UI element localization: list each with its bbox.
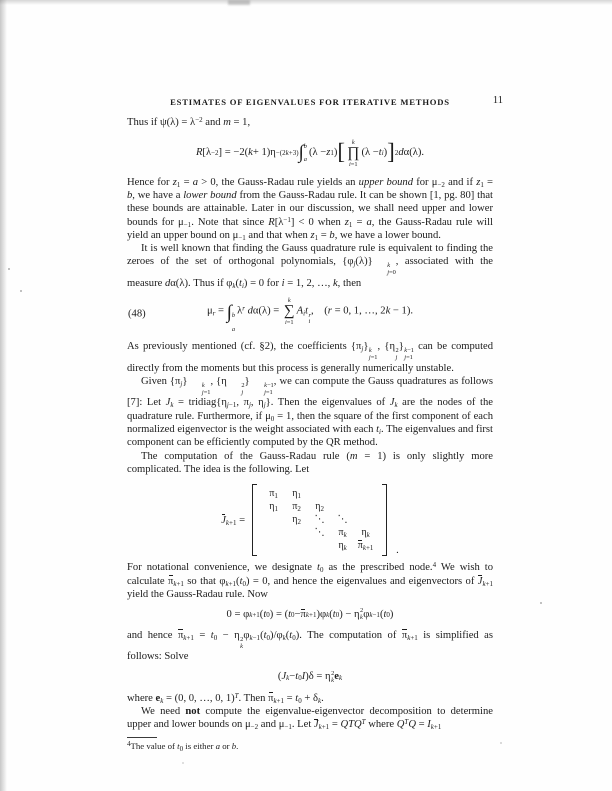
matrix-cell: $\pi_2$: [292, 501, 301, 513]
running-header: [127, 95, 503, 107]
equation-48-number: (48): [128, 308, 146, 320]
matrix-right-bracket: [382, 484, 387, 556]
matrix-cell: $\eta_2$: [315, 501, 324, 513]
matrix-cell: [288, 527, 305, 539]
matrix-cell: $\eta_k$: [338, 540, 347, 552]
scan-speck: [182, 762, 184, 764]
matrix-period: .: [396, 545, 399, 557]
matrix-cell: $\eta_1$: [292, 488, 301, 500]
footnote-rule: [127, 737, 157, 738]
footnote-text: $^4$The value of $t_0$ is either a or b.: [127, 740, 239, 754]
matrix-cell: $\eta_2$: [292, 514, 301, 526]
equation-display-residual: R [λ −2 ] = −2( k + 1)η −(2k+3) ∫ b a (λ − z 1 ) [ k ∏ i=1 (λ − t i ) ] 2 d α(λ).: [195, 139, 425, 168]
paragraph-notational: For notational convenience, we designate $t_0$ as the prescribed node.$^4$ We wish to calculate $\pi_{k+1}$ so that $\varphi_{k+1}(t_0) = 0$, and hence the eigenvalues and eigenvectors of $J_{k+1}$ yield the Gauss-Radau rule. Now: [127, 561, 493, 600]
paragraph-coefficients: As previously mentioned (cf. §2), the coefficients $\{\pi_j\}$ k j=1 , {η 2 j } k−1 j=1 can be computed directly from the moments but this process is generally numerically unstable.: [127, 341, 494, 374]
scan-edge-shadow-top: [0, 0, 612, 5]
matrix-cell: [265, 527, 282, 539]
matrix-cell: [311, 488, 328, 500]
scan-speck: [8, 268, 10, 270]
matrix-cell: ⋱: [314, 514, 325, 526]
scan-speck: [20, 290, 22, 292]
page-content: [127, 95, 503, 754]
matrix-cell: [357, 488, 374, 500]
matrix-cell: $\eta_k$: [361, 527, 370, 539]
paragraph-where: where $e_k = (0$, 0, …, 0, 1)$^T$. Then $\pi_{k+1} = t_0 + \delta_k$.: [127, 691, 324, 705]
paragraph-gauss-radau-bounds: Hence for $z_1 = a > 0$, the Gauss-Radau rule yields an upper bound for $\mu_{-2}$ and if $z_1 = b$, we have a lower bound from the Gauss-Radau rule. It can be shown [1, pg. 80] that these bounds are attainable. Later in our discussion, we shall need upper and lower bounds for $\mu_{-1}$. Note that since $R[\lambda^{-1}] < 0$ when $z_1 = a$, the Gauss-Radau rule will yield an upper bound on $\mu_{-1}$ and that when $z_1 = b$, we have a lower bound.: [127, 176, 494, 242]
equation-display-solve: ( J k − t 0 I )δ = η 2 k e k: [277, 669, 343, 684]
matrix: [252, 484, 387, 556]
matrix-cell: [334, 501, 351, 513]
matrix-cell: $\pi_{k+1}$: [357, 540, 374, 552]
matrix-cell: [288, 540, 305, 552]
equation-48: [127, 297, 493, 333]
matrix-cell: [311, 540, 328, 552]
running-header-title: ESTIMATES OF EIGENVALUES FOR ITERATIVE METHODS: [170, 97, 450, 107]
paragraph-gauss-quadrature: It is well known that finding the Gauss quadrature rule is equivalent to finding the zeroes of the set of orthogonal polynomials, $\{\varphi_j(\lambda)\}$ k j=0 , associated with the measure dα(λ). Thus if $\varphi_k(t_i) = 0$ for i = 1, 2, …, k, then: [127, 243, 494, 290]
equation-display-phi: 0 = φ k+1 ( t 0 ) = ( t 0 − π k+1 )φ k ( t 0 ) − η 2 k φ k−1 ( t 0 ): [226, 607, 394, 622]
scan-edge-shadow-left: [0, 0, 7, 791]
matrix-display: [127, 484, 493, 556]
paragraph-and-hence: and hence $\pi_{k+1} = t_0 - \eta$ 2 k $\varphi_{k-1}(t_0)/\varphi_k(t_0)$. The computation of $\pi_{k+1}$ is simplified as follows: Solve: [127, 629, 494, 663]
scan-smudge: [228, 0, 250, 5]
matrix-lhs: $J_{k+1}$ =: [221, 514, 246, 527]
paragraph-intro: Thus if $\psi(\lambda) = \lambda^{-2}$ and m = 1,: [127, 115, 251, 128]
matrix-cell: [265, 514, 282, 526]
matrix-cell: ⋱: [337, 514, 348, 526]
equation-48-body: $\mu_r$ = ∫ b a $\lambda^r$ dα(λ) = k ∑ i=1 $A_it$ r i , (r = 0, 1, …, 2k − 1).: [206, 297, 414, 333]
matrix-cell: $\pi_k$: [338, 527, 347, 539]
matrix-cell: $\eta_1$: [269, 501, 278, 513]
paragraph-given-quadratures: Given $\{\pi_j\}$ k j=1 , {η 2 j } k−1 j=1 , we can compute the Gauss quadratures as follows [7]: Let $J_k$ = $tridiag\{\eta_{j-1}$, $\pi_j$, $\eta_j$}. Then the eigenvalues of $J_k$ are the nodes of the quadrature rule. Furthermore, if $\mu_0 = 1$, then the square of the first component of each normalized eigenvector is the weight associated with each $t_i$. The eigenvalues and first component can be efficiently computed by the QR method.: [127, 375, 494, 449]
paragraph-computation-radau: The computation of the Gauss-Radau rule (m = 1) is only slightly more complicated. The idea is the following. Let: [127, 450, 493, 475]
matrix-cell: [357, 514, 374, 526]
matrix-grid: [257, 484, 382, 556]
matrix-cell: ⋱: [314, 527, 325, 539]
scan-speck: [500, 742, 502, 744]
matrix-cell: [357, 501, 374, 513]
matrix-cell: [334, 488, 351, 500]
page-number: 11: [492, 95, 503, 106]
paragraph-we-need: We need not compute the eigenvalue-eigenvector decomposition to determine upper and lower bounds on $\mu_{-2}$ and $\mu_{-1}$. Let $J_{k+1} = QTQ^T$ where $Q^TQ = I_{k+1}$: [127, 705, 493, 731]
matrix-cell: $\pi_1$: [269, 488, 278, 500]
matrix-cell: [265, 540, 282, 552]
scan-speck: [540, 602, 542, 604]
